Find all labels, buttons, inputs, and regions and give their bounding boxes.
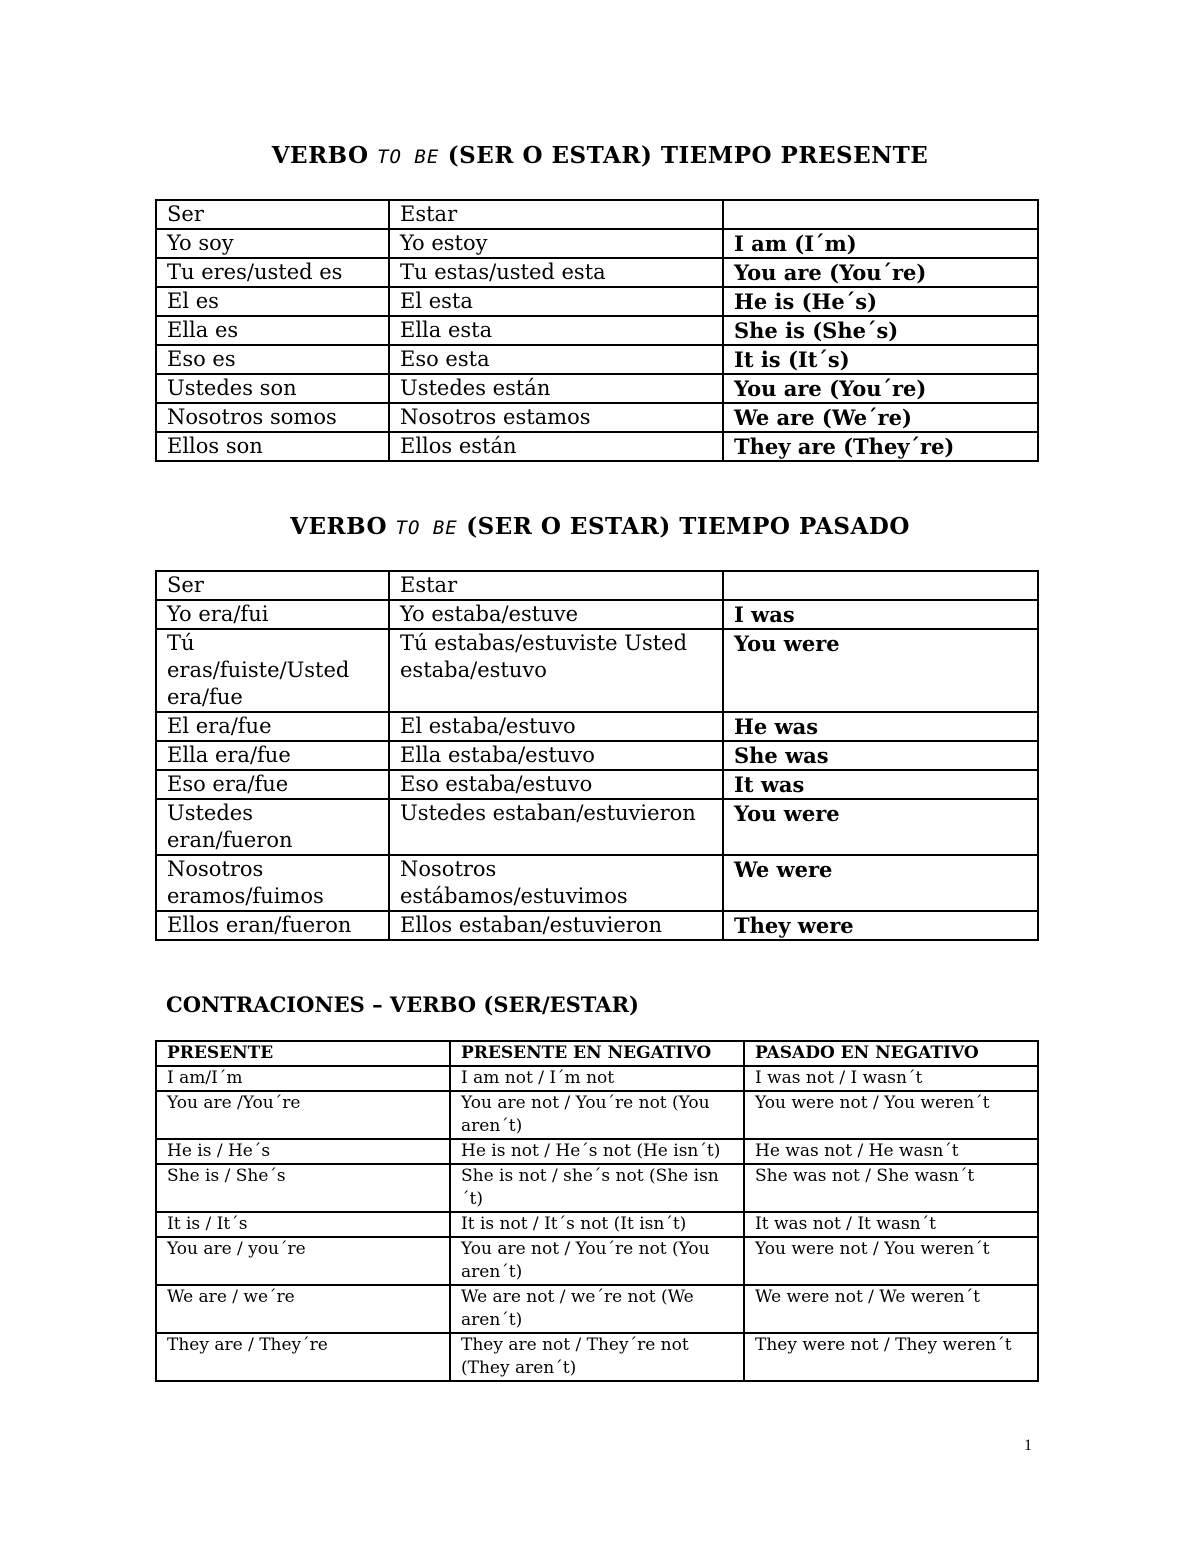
table-row — [156, 600, 1038, 629]
cell-english: I was — [723, 600, 1038, 629]
table-row — [156, 712, 1038, 741]
cell-present: You are /You´re — [156, 1091, 450, 1139]
table-row — [156, 287, 1038, 316]
cell-estar: Nosotros estábamos/estuvimos — [389, 855, 723, 911]
table-row — [156, 345, 1038, 374]
cell-english: It was — [723, 770, 1038, 799]
title-present — [0, 142, 1200, 169]
cell-present-negative: She is not / she´s not (She isn´t) — [450, 1164, 744, 1212]
cell-present: He is / He´s — [156, 1139, 450, 1164]
cell-estar: Eso estaba/estuvo — [389, 770, 723, 799]
cell-present-negative: They are not / They´re not (They aren´t) — [450, 1333, 744, 1381]
table-row — [156, 1237, 1038, 1285]
cell-past-negative: It was not / It wasn´t — [744, 1212, 1038, 1237]
cell-estar: Nosotros estamos — [389, 403, 723, 432]
table-row — [156, 374, 1038, 403]
cell-estar: Ella esta — [389, 316, 723, 345]
cell-estar: El estaba/estuvo — [389, 712, 723, 741]
table-row — [156, 1333, 1038, 1381]
cell-present-negative: I am not / I´m not — [450, 1066, 744, 1091]
header-cell: Ser — [156, 200, 389, 229]
cell-present: You are / you´re — [156, 1237, 450, 1285]
cell-present: They are / They´re — [156, 1333, 450, 1381]
title-present-post: (SER O ESTAR) TIEMPO PRESENTE — [439, 142, 929, 169]
cell-estar: Ellos estaban/estuvieron — [389, 911, 723, 940]
cell-english: She was — [723, 741, 1038, 770]
title-past-pre: VERBO — [290, 513, 396, 540]
cell-estar: Ustedes estaban/estuvieron — [389, 799, 723, 855]
cell-english: You were — [723, 799, 1038, 855]
cell-present-negative: You are not / You´re not (You aren´t) — [450, 1091, 744, 1139]
cell-ser: Ellos eran/fueron — [156, 911, 389, 940]
table-row — [156, 258, 1038, 287]
cell-present-negative: He is not / He´s not (He isn´t) — [450, 1139, 744, 1164]
cell-past-negative: I was not / I wasn´t — [744, 1066, 1038, 1091]
table-row — [156, 770, 1038, 799]
page-number: 1 — [1024, 1437, 1032, 1454]
cell-present: She is / She´s — [156, 1164, 450, 1212]
table-row — [156, 432, 1038, 461]
header-cell: Estar — [389, 200, 723, 229]
cell-present-negative: We are not / we´re not (We aren´t) — [450, 1285, 744, 1333]
table-row — [156, 1091, 1038, 1139]
cell-estar: Eso esta — [389, 345, 723, 374]
table-row — [156, 1041, 1038, 1066]
header-cell: Estar — [389, 571, 723, 600]
cell-ser: El era/fue — [156, 712, 389, 741]
header-cell — [723, 571, 1038, 600]
cell-ser: Nosotros eramos/fuimos — [156, 855, 389, 911]
cell-ser: Yo soy — [156, 229, 389, 258]
cell-present-negative: It is not / It´s not (It isn´t) — [450, 1212, 744, 1237]
cell-english: You were — [723, 629, 1038, 712]
cell-estar: Tu estas/usted esta — [389, 258, 723, 287]
cell-ser: Ella era/fue — [156, 741, 389, 770]
cell-past-negative: She was not / She wasn´t — [744, 1164, 1038, 1212]
cell-english: He is (He´s) — [723, 287, 1038, 316]
cell-estar: Ella estaba/estuvo — [389, 741, 723, 770]
cell-ser: Nosotros somos — [156, 403, 389, 432]
cell-estar: Yo estaba/estuve — [389, 600, 723, 629]
table-row — [156, 403, 1038, 432]
title-present-pre: VERBO — [271, 142, 378, 169]
header-cell: PRESENTE EN NEGATIVO — [450, 1041, 744, 1066]
cell-past-negative: You were not / You weren´t — [744, 1091, 1038, 1139]
table-row — [156, 1212, 1038, 1237]
table-present — [155, 199, 1039, 462]
cell-ser: Tu eres/usted es — [156, 258, 389, 287]
table-row — [156, 799, 1038, 855]
header-cell: PRESENTE — [156, 1041, 450, 1066]
title-past — [0, 513, 1200, 540]
cell-ser: Ellos son — [156, 432, 389, 461]
table-past — [155, 570, 1039, 941]
cell-english: We were — [723, 855, 1038, 911]
cell-estar: Tú estabas/estuviste Usted estaba/estuvo — [389, 629, 723, 712]
table-row — [156, 1285, 1038, 1333]
cell-english: You are (You´re) — [723, 374, 1038, 403]
cell-english: They are (They´re) — [723, 432, 1038, 461]
table-row — [156, 629, 1038, 712]
cell-ser: El es — [156, 287, 389, 316]
title-contractions: CONTRACIONES – VERBO (SER/ESTAR) — [166, 992, 639, 1017]
cell-ser: Eso era/fue — [156, 770, 389, 799]
cell-english: He was — [723, 712, 1038, 741]
cell-past-negative: We were not / We weren´t — [744, 1285, 1038, 1333]
cell-estar: Yo estoy — [389, 229, 723, 258]
cell-estar: El esta — [389, 287, 723, 316]
cell-ser: Ella es — [156, 316, 389, 345]
cell-estar: Ustedes están — [389, 374, 723, 403]
cell-english: She is (She´s) — [723, 316, 1038, 345]
cell-present: It is / It´s — [156, 1212, 450, 1237]
table-contractions — [155, 1040, 1039, 1382]
cell-ser: Ustedes eran/fueron — [156, 799, 389, 855]
cell-ser: Yo era/fui — [156, 600, 389, 629]
cell-present: I am/I´m — [156, 1066, 450, 1091]
header-cell: PASADO EN NEGATIVO — [744, 1041, 1038, 1066]
cell-english: I am (I´m) — [723, 229, 1038, 258]
cell-english: They were — [723, 911, 1038, 940]
table-row — [156, 571, 1038, 600]
cell-estar: Ellos están — [389, 432, 723, 461]
table-row — [156, 1066, 1038, 1091]
cell-present: We are / we´re — [156, 1285, 450, 1333]
title-present-tobe: TO BE — [377, 146, 440, 168]
table-row — [156, 200, 1038, 229]
table-row — [156, 1139, 1038, 1164]
table-row — [156, 855, 1038, 911]
cell-english: You are (You´re) — [723, 258, 1038, 287]
cell-english: We are (We´re) — [723, 403, 1038, 432]
table-row — [156, 1164, 1038, 1212]
table-row — [156, 316, 1038, 345]
cell-ser: Tú eras/fuiste/Usted era/fue — [156, 629, 389, 712]
table-row — [156, 741, 1038, 770]
cell-past-negative: You were not / You weren´t — [744, 1237, 1038, 1285]
cell-english: It is (It´s) — [723, 345, 1038, 374]
header-cell: Ser — [156, 571, 389, 600]
title-past-tobe: TO BE — [395, 517, 458, 539]
table-row — [156, 911, 1038, 940]
cell-past-negative: He was not / He wasn´t — [744, 1139, 1038, 1164]
title-past-post: (SER O ESTAR) TIEMPO PASADO — [457, 513, 910, 540]
table-row — [156, 229, 1038, 258]
cell-ser: Eso es — [156, 345, 389, 374]
cell-ser: Ustedes son — [156, 374, 389, 403]
cell-present-negative: You are not / You´re not (You aren´t) — [450, 1237, 744, 1285]
header-cell — [723, 200, 1038, 229]
cell-past-negative: They were not / They weren´t — [744, 1333, 1038, 1381]
